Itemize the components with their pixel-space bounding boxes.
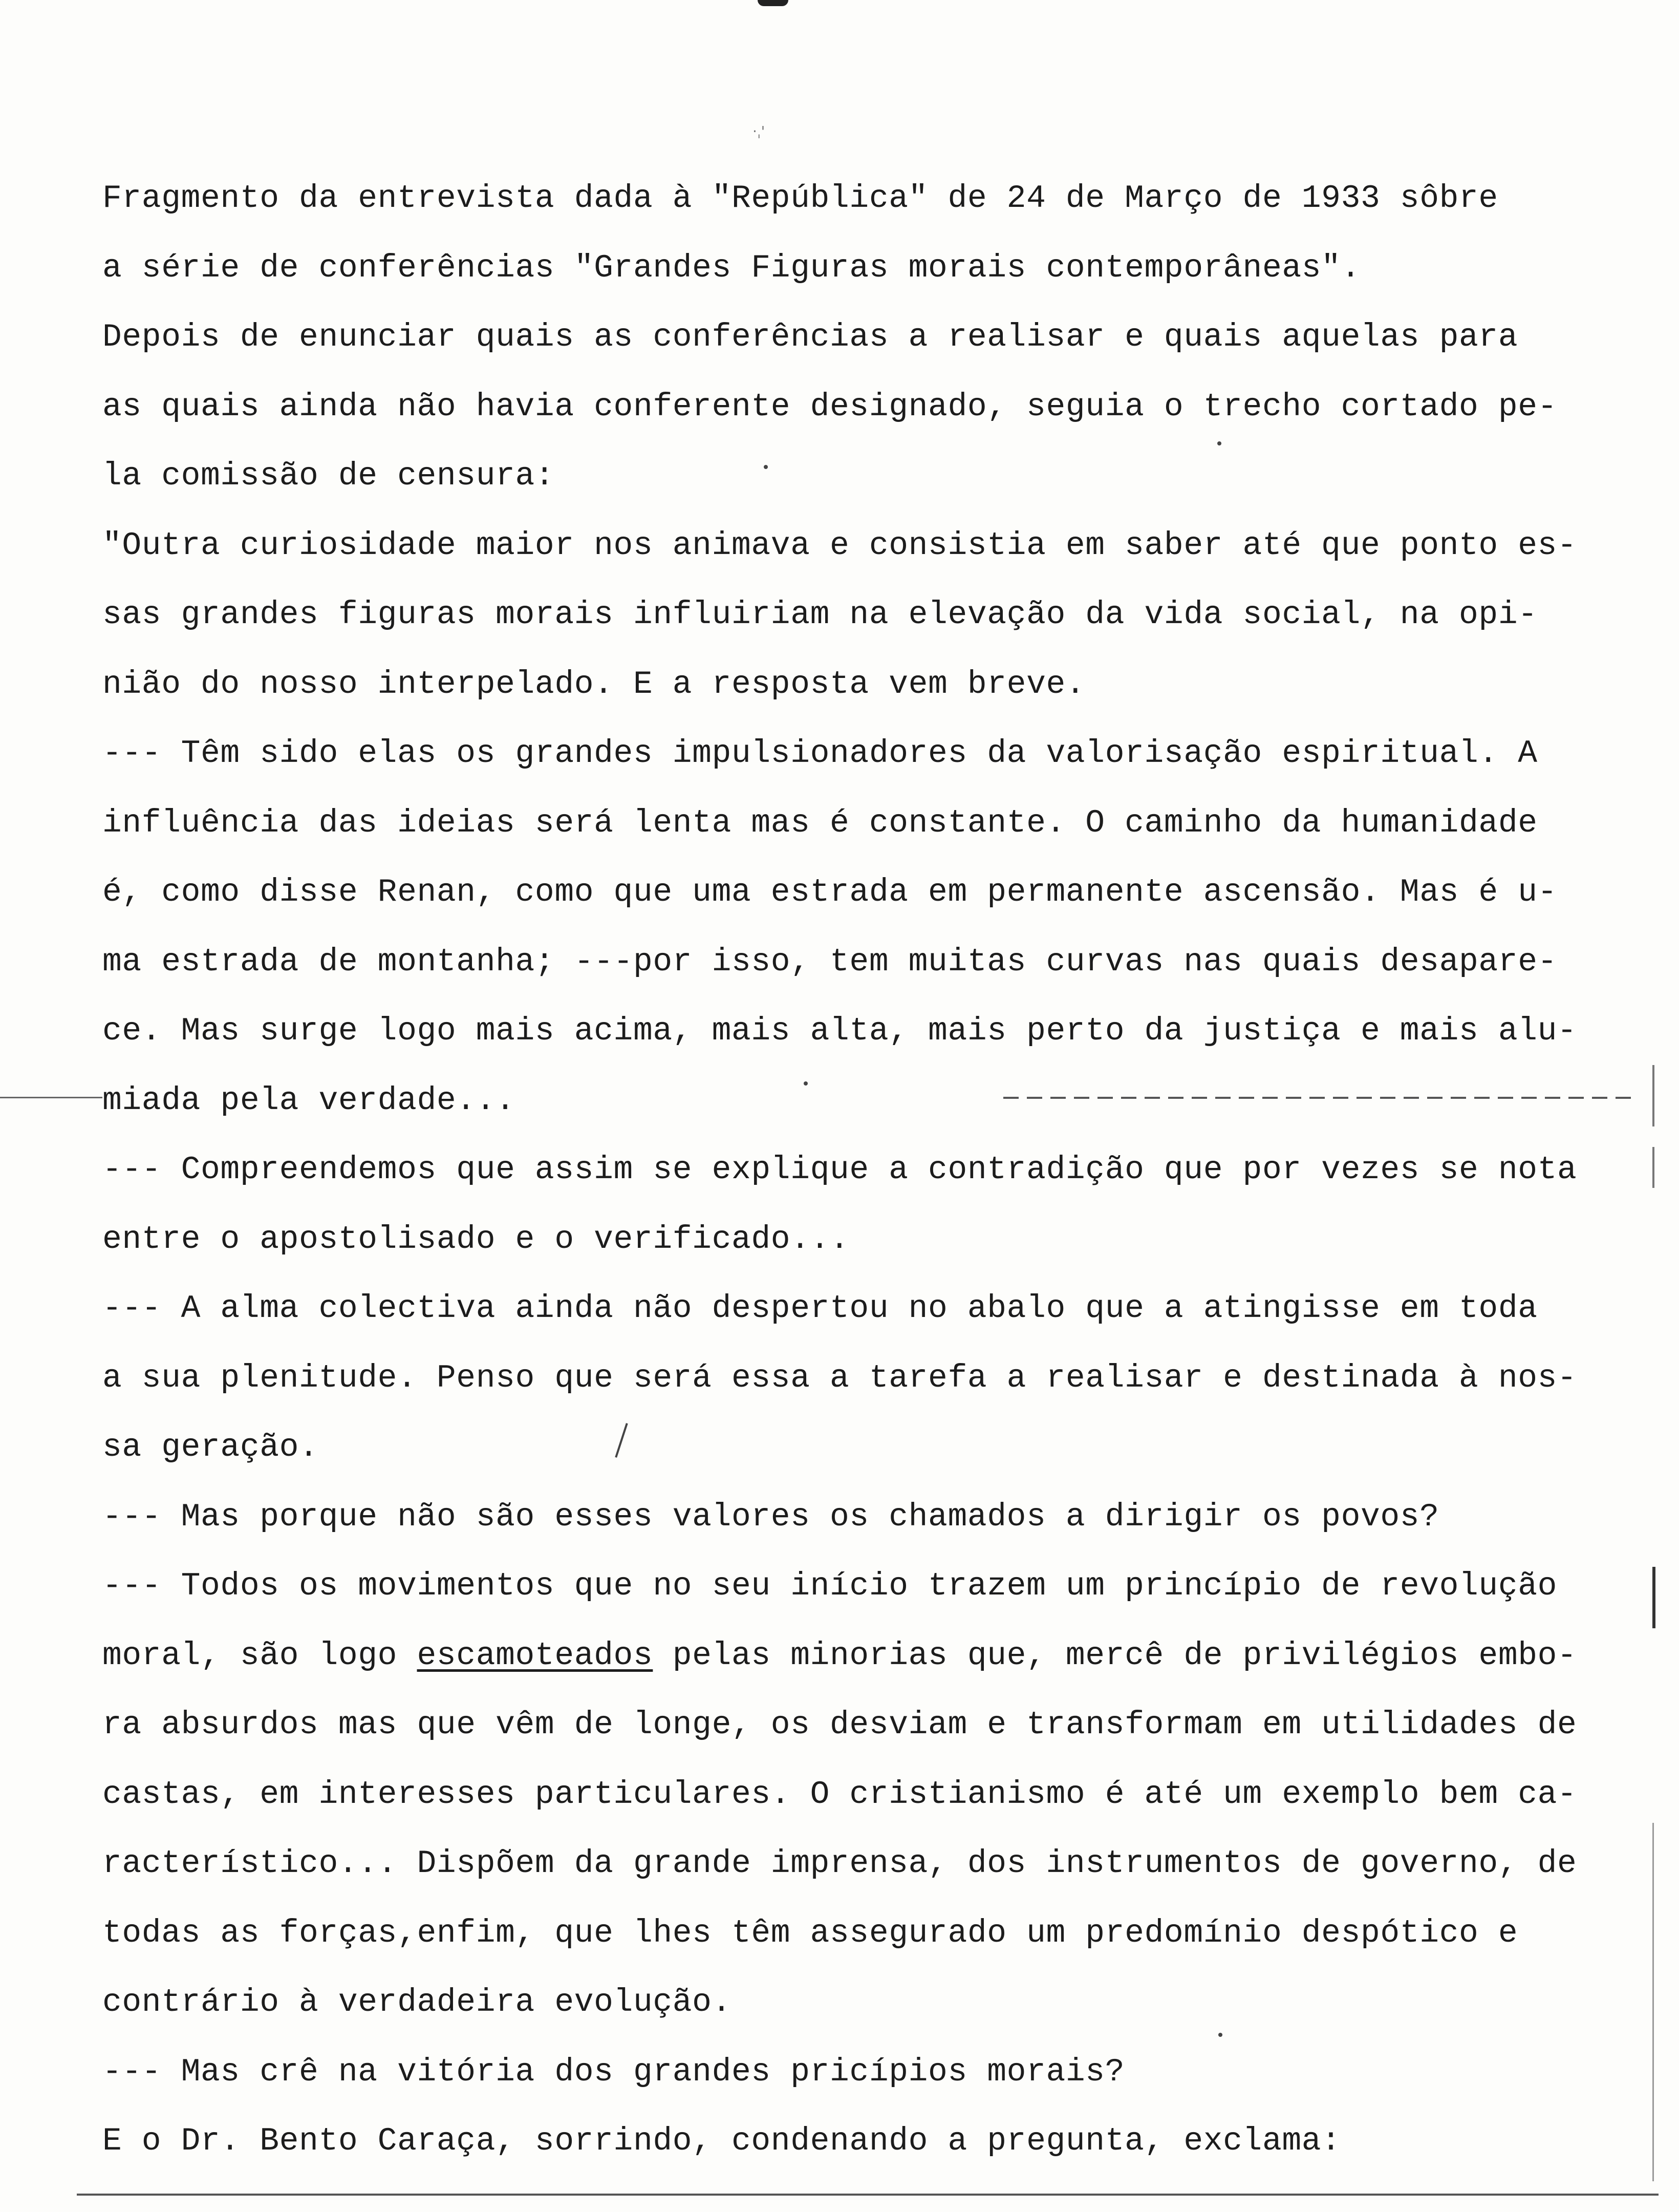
text-line: entre o apostolisado e o verificado... [102,1221,850,1258]
text-segment: pelas minorias que, mercê de privilégios embo- [653,1637,1577,1674]
scan-edge-line [0,1097,102,1098]
text-line: Depois de enunciar quais as conferências a realisar e quais aquelas para [102,319,1518,355]
scan-edge-mark [1652,1065,1654,1126]
text-line: influência das ideias será lenta mas é constante. O caminho da humanidade [102,804,1538,841]
typed-text-body [102,164,1648,2176]
text-line: --- Têm sido elas os grandes impulsionadores da valorisação espiritual. A [102,735,1538,772]
text-line: nião do nosso interpelado. E a resposta vem breve. [102,666,1086,703]
scan-smudge [758,0,788,6]
text-line: todas as forças,enfim, que lhes têm assegurado um predomínio despótico e [102,1915,1518,1951]
text-line: la comissão de censura: [102,458,555,494]
text-line: sas grandes figuras morais influiriam na elevação da vida social, na opi- [102,597,1538,633]
text-line: racterístico... Dispõem da grande imprensa, dos instrumentos de governo, de [102,1845,1577,1882]
text-line: miada pela verdade... [102,1082,515,1119]
underlined-word: escamoteados [417,1637,653,1674]
text-line: "Outra curiosidade maior nos animava e consistia em saber até que ponto es- [102,527,1577,564]
text-line: --- Mas crê na vitória dos grandes pricípios morais? [102,2053,1125,2090]
text-line: sa geração. [102,1429,319,1465]
text-line: ma estrada de montanha; ---por isso, tem muitas curvas nas quais desapare- [102,943,1558,980]
text-line: castas, em interesses particulares. O cristianismo é até um exemplo bem ca- [102,1776,1577,1813]
scan-speck: ·ˌ' [752,123,765,140]
scan-edge-mark [1652,1567,1655,1628]
text-line: ra absurdos mas que vêm de longe, os desviam e transformam em utilidades de [102,1707,1577,1743]
text-line-with-underline [102,1621,1648,1691]
scan-bottom-edge [77,2194,1659,2196]
text-line: --- Compreendemos que assim se explique a contradição que por vezes se nota [102,1152,1577,1188]
text-line: a sua plenitude. Penso que será essa a tarefa a realisar e destinada à nos- [102,1359,1577,1396]
text-line: contrário à verdadeira evolução. [102,1984,731,2020]
scan-edge-mark [1652,1823,1654,2181]
text-segment: moral, são logo [102,1637,417,1674]
text-line: --- A alma colectiva ainda não despertou no abalo que a atingisse em toda [102,1290,1538,1327]
text-line: E o Dr. Bento Caraça, sorrindo, condenando a pregunta, exclama: [102,2123,1341,2159]
text-line: é, como disse Renan, como que uma estrada em permanente ascensão. Mas é u- [102,874,1558,910]
scan-edge-mark [1652,1147,1654,1188]
text-line: --- Todos os movimentos que no seu início trazem um princípio de revolução [102,1568,1558,1604]
text-line: a série de conferências "Grandes Figuras morais contemporâneas". [102,249,1361,286]
text-line: Fragmento da entrevista dada à "República" de 24 de Março de 1933 sôbre [102,180,1498,217]
text-line: ce. Mas surge logo mais acima, mais alta, mais perto da justiça e mais alu- [102,1013,1577,1049]
text-line: as quais ainda não havia conferente designado, seguia o trecho cortado pe- [102,388,1558,425]
text-line: --- Mas porque não são esses valores os chamados a dirigir os povos? [102,1498,1439,1535]
